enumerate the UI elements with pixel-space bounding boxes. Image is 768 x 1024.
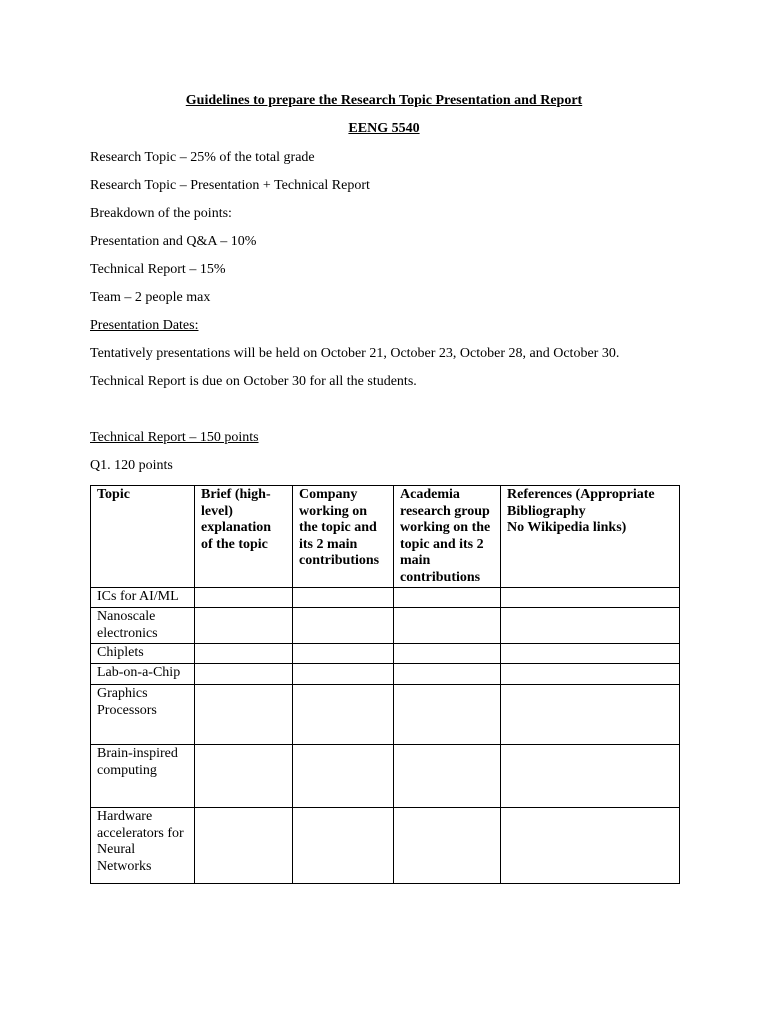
report-due-text: Technical Report is due on October 30 for all the students. xyxy=(90,374,417,389)
table-row xyxy=(91,685,680,745)
empty-cell xyxy=(195,588,293,608)
empty-cell xyxy=(394,644,501,664)
header-explanation: Brief (high-level) explanation of the topic xyxy=(195,486,293,588)
table-row xyxy=(91,664,680,685)
empty-cell xyxy=(293,664,394,685)
empty-cell xyxy=(394,608,501,644)
course-code: EENG 5540 xyxy=(348,121,420,136)
table-row xyxy=(91,644,680,664)
table-row xyxy=(91,588,680,608)
empty-cell xyxy=(394,808,501,884)
presentation-points-line: Presentation and Q&A – 10% xyxy=(90,234,257,249)
empty-cell xyxy=(501,808,680,884)
empty-cell xyxy=(195,808,293,884)
empty-cell xyxy=(501,685,680,745)
topic-cell: Brain-inspired computing xyxy=(91,745,195,808)
technical-report-heading: Technical Report – 150 points xyxy=(90,430,259,445)
topic-cell: Hardware accelerators for Neural Networks xyxy=(91,808,195,884)
document-title: Guidelines to prepare the Research Topic Presentation and Report xyxy=(185,93,583,108)
empty-cell xyxy=(293,644,394,664)
table-row xyxy=(91,745,680,808)
empty-cell xyxy=(394,745,501,808)
topic-cell: Nanoscale electronics xyxy=(91,608,195,644)
empty-cell xyxy=(195,664,293,685)
topic-cell: Chiplets xyxy=(91,644,195,664)
empty-cell xyxy=(293,685,394,745)
empty-cell xyxy=(501,588,680,608)
presentation-dates-text: Tentatively presentations will be held on October 21, October 23, October 28, and October 30. xyxy=(90,346,620,361)
empty-cell xyxy=(293,745,394,808)
empty-cell xyxy=(394,588,501,608)
header-references: References (Appropriate Bibliography No Wikipedia links) xyxy=(501,486,680,588)
empty-cell xyxy=(501,608,680,644)
empty-cell xyxy=(501,745,680,808)
team-size-line: Team – 2 people max xyxy=(90,290,211,305)
empty-cell xyxy=(195,608,293,644)
topic-cell: Graphics Processors xyxy=(91,685,195,745)
breakdown-line: Breakdown of the points: xyxy=(90,206,232,221)
empty-cell xyxy=(195,745,293,808)
question-1-label: Q1. 120 points xyxy=(90,458,173,473)
header-company: Company working on the topic and its 2 main contributions xyxy=(293,486,394,588)
presentation-dates-heading: Presentation Dates: xyxy=(90,318,199,333)
empty-cell xyxy=(293,588,394,608)
empty-cell xyxy=(501,644,680,664)
report-points-line: Technical Report – 15% xyxy=(90,262,226,277)
grade-line: Research Topic – 25% of the total grade xyxy=(90,150,315,165)
empty-cell xyxy=(293,608,394,644)
topics-table xyxy=(90,485,680,884)
empty-cell xyxy=(195,644,293,664)
table-row xyxy=(91,808,680,884)
topic-cell: Lab-on-a-Chip xyxy=(91,664,195,685)
topic-cell: ICs for AI/ML xyxy=(91,588,195,608)
header-academia: Academia research group working on the topic and its 2 main contributions xyxy=(394,486,501,588)
empty-cell xyxy=(394,685,501,745)
empty-cell xyxy=(501,664,680,685)
empty-cell xyxy=(293,808,394,884)
table-row xyxy=(91,608,680,644)
components-line: Research Topic – Presentation + Technical Report xyxy=(90,178,370,193)
empty-cell xyxy=(195,685,293,745)
empty-cell xyxy=(394,664,501,685)
table-header-row xyxy=(91,486,680,588)
header-topic: Topic xyxy=(91,486,195,588)
